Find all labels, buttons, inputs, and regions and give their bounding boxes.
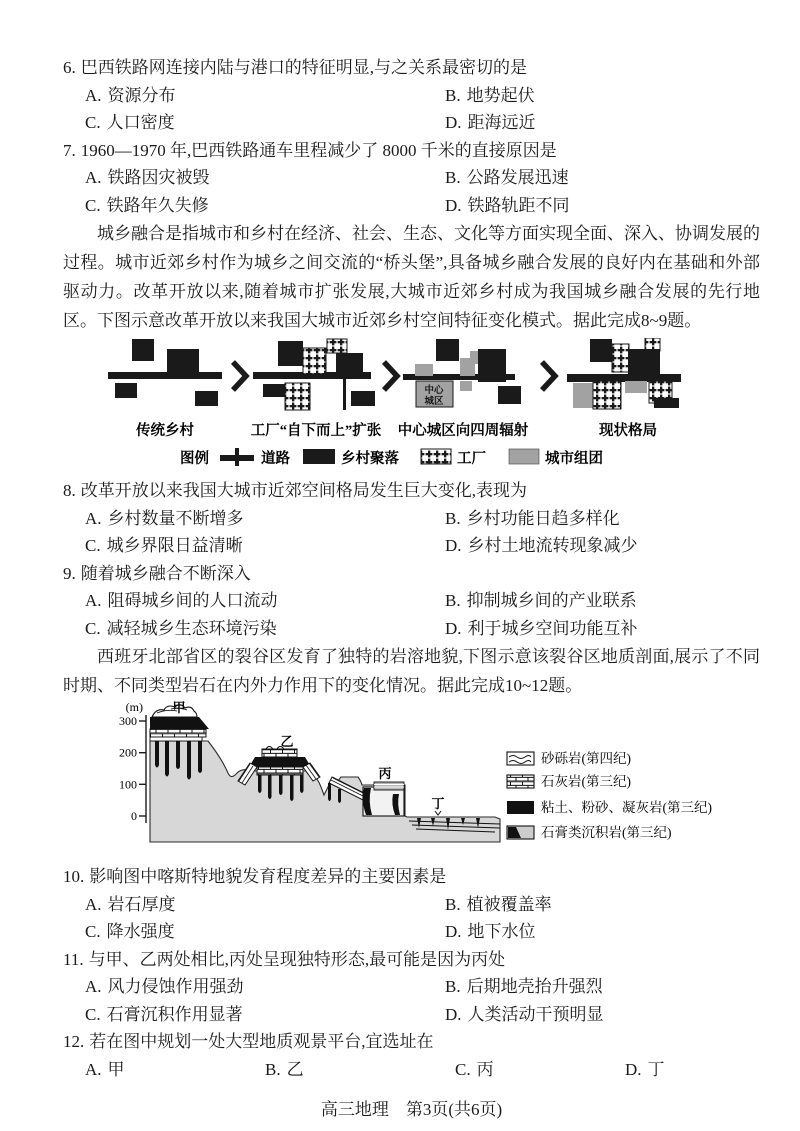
option-key: B. (445, 168, 461, 187)
factory-block (303, 348, 326, 374)
question-text: 改革开放以来我国大城市近郊空间格局发生巨大变化,表现为 (80, 481, 527, 500)
option-key: C. (455, 1059, 471, 1079)
option-text: 植被覆盖率 (466, 894, 552, 914)
option-a (63, 505, 445, 533)
option-a (63, 587, 445, 615)
option-text: 抑制城乡间的产业联系 (466, 591, 637, 610)
question-9-options (63, 587, 760, 642)
arrow-icon (233, 362, 246, 390)
question-6 (63, 54, 760, 137)
option-a (63, 164, 445, 192)
question-6-options (63, 82, 760, 137)
option-key: D. (625, 1059, 642, 1079)
question-text: 影响图中喀斯特地貌发育程度差异的主要因素是 (89, 867, 447, 886)
question-11-stem (63, 946, 760, 974)
option-text: 乡村数量不断增多 (107, 508, 244, 528)
option-key: D. (445, 922, 462, 941)
central-city-label: 中心 (424, 386, 444, 396)
option-key: C. (85, 618, 101, 638)
option-text: 石膏沉积作用显著 (106, 1004, 243, 1024)
option-key: C. (85, 195, 101, 215)
legend-title: 图例 (180, 451, 209, 467)
central-city-label: 城区 (424, 397, 444, 407)
question-6-stem (63, 54, 760, 82)
legend-label-limestone: 石灰岩(第三纪) (541, 774, 631, 789)
option-d (445, 1001, 760, 1029)
option-b (445, 505, 760, 533)
question-text: 巴西铁路网连接内陆与港口的特征明显,与之关系最密切的是 (80, 58, 527, 77)
stage-label: 工厂“自下而上”扩张 (250, 423, 382, 439)
question-number: 11. (63, 949, 84, 969)
village-block (195, 391, 218, 406)
option-key: C. (85, 113, 101, 132)
village-block (478, 349, 506, 382)
urban-legend-icon (509, 449, 539, 464)
option-key: C. (85, 536, 101, 555)
option-text: 减轻城乡生态环境污染 (106, 618, 277, 638)
option-c (63, 1001, 445, 1029)
urban-rural-diagram (105, 338, 725, 470)
village-block (351, 391, 375, 406)
option-d (445, 192, 760, 220)
option-key: D. (445, 113, 462, 132)
option-a (63, 891, 445, 919)
option-d (625, 1056, 760, 1084)
village-block (628, 349, 660, 375)
elevation-axis (119, 701, 146, 823)
factory-block (327, 339, 347, 353)
option-b (445, 973, 760, 1001)
limestone-layer (150, 729, 206, 737)
question-number: 7. (63, 140, 76, 160)
option-text: 铁路因灾被毁 (107, 168, 210, 187)
option-d (445, 532, 760, 560)
village-legend-icon (303, 449, 335, 464)
option-b (445, 164, 760, 192)
question-number: 9. (63, 563, 76, 583)
question-number: 6. (63, 58, 76, 77)
legend-label-sandstone: 砂砾岩(第四纪) (541, 751, 631, 766)
question-10-options (63, 891, 760, 946)
option-key: A. (85, 508, 102, 528)
legend-label-factory: 工厂 (457, 451, 486, 467)
option-text: 丙 (476, 1059, 494, 1079)
option-key: C. (85, 922, 101, 941)
question-12-stem (63, 1028, 760, 1056)
arrow-icon (542, 362, 555, 390)
legend-label-road: 道路 (261, 451, 290, 467)
axis-tick: 200 (119, 745, 137, 760)
option-key: B. (265, 1059, 281, 1079)
option-text: 人口密度 (106, 113, 175, 132)
option-key: A. (85, 977, 102, 996)
village-block (263, 384, 285, 397)
option-text: 距海远近 (467, 113, 536, 132)
option-b (445, 891, 760, 919)
legend-label-urban: 城市组团 (545, 451, 603, 467)
option-b (445, 82, 760, 110)
question-8-stem (63, 477, 760, 505)
stage-label: 中心城区向四周辐射 (397, 423, 529, 439)
question-9 (63, 560, 760, 643)
limestone-legend-icon (507, 775, 534, 788)
question-text: 随着城乡融合不断深入 (80, 563, 251, 583)
option-text: 风力侵蚀作用强劲 (107, 977, 244, 996)
option-text: 人类活动干预明显 (467, 1004, 604, 1024)
rock-legend (507, 750, 712, 840)
option-text: 岩石厚度 (107, 894, 176, 914)
option-key: A. (85, 591, 102, 610)
question-7-stem (63, 137, 760, 165)
village-block (590, 339, 612, 362)
option-b (445, 587, 760, 615)
option-c (63, 192, 445, 220)
passage-spain-rift: 西班牙北部省区的裂谷区发育了独特的岩溶地貌,下图示意该裂谷区地质剖面,展示了不同时期、不同类型岩石在内外力作用下的变化情况。据此完成10~12题。 (63, 647, 760, 695)
axis-unit: (m) (125, 701, 143, 714)
panel-traditional-village (108, 339, 222, 439)
site-label-bing: 丙 (378, 766, 392, 781)
question-11-options (63, 973, 760, 1028)
option-text: 甲 (107, 1059, 125, 1079)
option-text: 丁 (647, 1059, 665, 1079)
clay-tuff-layer (150, 717, 209, 729)
figure-urban-rural-model (105, 338, 760, 470)
urban-block (415, 364, 433, 376)
option-text: 城乡界限日益清晰 (106, 536, 243, 555)
arrow-icon (384, 362, 397, 390)
question-11 (63, 946, 760, 1029)
option-key: D. (445, 618, 462, 638)
option-c (63, 615, 445, 643)
village-block (654, 398, 679, 408)
clay-tuff-legend-icon (507, 801, 534, 814)
option-c (63, 109, 445, 137)
limestone-layer (257, 767, 303, 775)
road (108, 372, 222, 379)
option-key: B. (445, 894, 461, 914)
question-number: 8. (63, 481, 76, 500)
option-key: A. (85, 1059, 102, 1079)
option-text: 公路发展迅速 (466, 168, 569, 187)
factory-block (285, 383, 310, 410)
geological-cross-section (75, 701, 775, 861)
option-b (265, 1056, 455, 1084)
question-7 (63, 137, 760, 220)
question-10-stem (63, 863, 760, 891)
question-8-options (63, 505, 760, 560)
village-block (336, 353, 363, 374)
site-label-yi: 乙 (280, 734, 294, 749)
option-text: 地下水位 (467, 922, 536, 941)
question-number: 10. (63, 867, 85, 886)
option-text: 利于城乡空间功能互补 (467, 618, 638, 638)
site-label-jia: 甲 (172, 701, 186, 715)
option-text: 地势起伏 (466, 85, 535, 105)
question-text: 1960—1970 年,巴西铁路通车里程减少了 8000 千米的直接原因是 (80, 140, 557, 160)
option-c (455, 1056, 625, 1084)
option-text: 降水强度 (106, 922, 175, 941)
question-8 (63, 477, 760, 560)
question-12 (63, 1028, 760, 1083)
urban-block (625, 381, 647, 393)
clay-tuff-layer (249, 757, 311, 767)
option-key: D. (445, 195, 462, 215)
option-d (445, 615, 760, 643)
legend-label-village: 乡村聚落 (341, 451, 399, 467)
option-text: 铁路年久失修 (106, 195, 209, 215)
axis-tick: 300 (119, 714, 137, 728)
option-key: B. (445, 591, 461, 610)
question-text: 若在图中规划一处大型地质观景平台,宜选址在 (89, 1032, 434, 1051)
legend-label-gypsum: 石膏类沉积岩(第三纪) (541, 825, 672, 840)
question-number: 12. (63, 1032, 85, 1051)
road-branch (343, 379, 346, 410)
option-d (445, 109, 760, 137)
road-legend-icon (235, 448, 239, 466)
site-bing-strata (363, 766, 404, 816)
site-label-ding: 丁 (431, 796, 445, 811)
factory-block (612, 344, 629, 372)
panel-factory-expansion (251, 339, 382, 439)
passage-urban-rural: 城乡融合是指城市和乡村在经济、社会、生态、文化等方面实现全面、深入、协调发展的过程。城市近郊乡村作为城乡之间交流的“桥头堡”,具备城乡融合发展的良好内在基础和外部驱动力。改革开放以来,随着城市扩张发展,大城市近郊乡村成为我国城乡融合发展的先行地区。下图示意改革开放以来我国大城市近郊乡村空间特征变化模式。据此完成8~9题。 (63, 224, 760, 330)
page-footer: 高三地理 第3页(共6页) (320, 1100, 503, 1119)
option-a (63, 973, 445, 1001)
limestone-layer (262, 749, 297, 757)
option-text: 乡村功能日趋多样化 (466, 508, 620, 528)
village-block (115, 383, 137, 398)
village-block (278, 341, 303, 366)
panel-central-city-radiating (398, 339, 529, 439)
village-block (436, 339, 459, 361)
urban-block (460, 381, 472, 391)
stage-label: 传统乡村 (136, 423, 194, 439)
question-text: 与甲、乙两处相比,丙处呈现独特形态,最可能是因为丙处 (88, 949, 506, 969)
option-key: A. (85, 85, 102, 105)
village-block (167, 349, 199, 374)
figure-geological-section (75, 701, 760, 861)
urban-rural-legend (180, 448, 603, 467)
question-12-options (63, 1056, 760, 1084)
question-10 (63, 863, 760, 946)
option-key: C. (85, 1004, 101, 1024)
village-block (498, 386, 521, 404)
option-a (85, 1056, 265, 1084)
option-a (63, 82, 445, 110)
axis-tick: 100 (119, 777, 137, 792)
option-text: 阻碍城乡间的人口流动 (107, 591, 278, 610)
factory-block (593, 381, 621, 409)
option-key: B. (445, 977, 461, 996)
option-key: A. (85, 894, 102, 914)
striped-cap (374, 782, 404, 790)
option-key: D. (445, 536, 462, 555)
option-text: 乡村土地流转现象减少 (467, 536, 638, 555)
option-key: A. (85, 168, 102, 187)
factory-legend-icon (421, 449, 451, 464)
option-text: 乙 (286, 1059, 304, 1079)
thin-layer (150, 737, 202, 741)
village-block (132, 339, 154, 361)
option-c (63, 918, 445, 946)
panel-current-pattern (567, 338, 681, 439)
question-9-stem (63, 560, 760, 588)
option-text: 后期地壳抬升强烈 (466, 977, 603, 996)
option-text: 资源分布 (107, 85, 176, 105)
option-key: B. (445, 85, 461, 105)
option-text: 铁路轨距不同 (467, 195, 570, 215)
option-d (445, 918, 760, 946)
legend-label-clay-tuff: 粘土、粉砂、凝灰岩(第三纪) (541, 800, 712, 815)
stage-label: 现状格局 (599, 423, 657, 439)
option-key: B. (445, 508, 461, 528)
question-7-options (63, 164, 760, 219)
option-key: D. (445, 1004, 462, 1024)
axis-tick: 0 (131, 809, 137, 823)
option-c (63, 532, 445, 560)
